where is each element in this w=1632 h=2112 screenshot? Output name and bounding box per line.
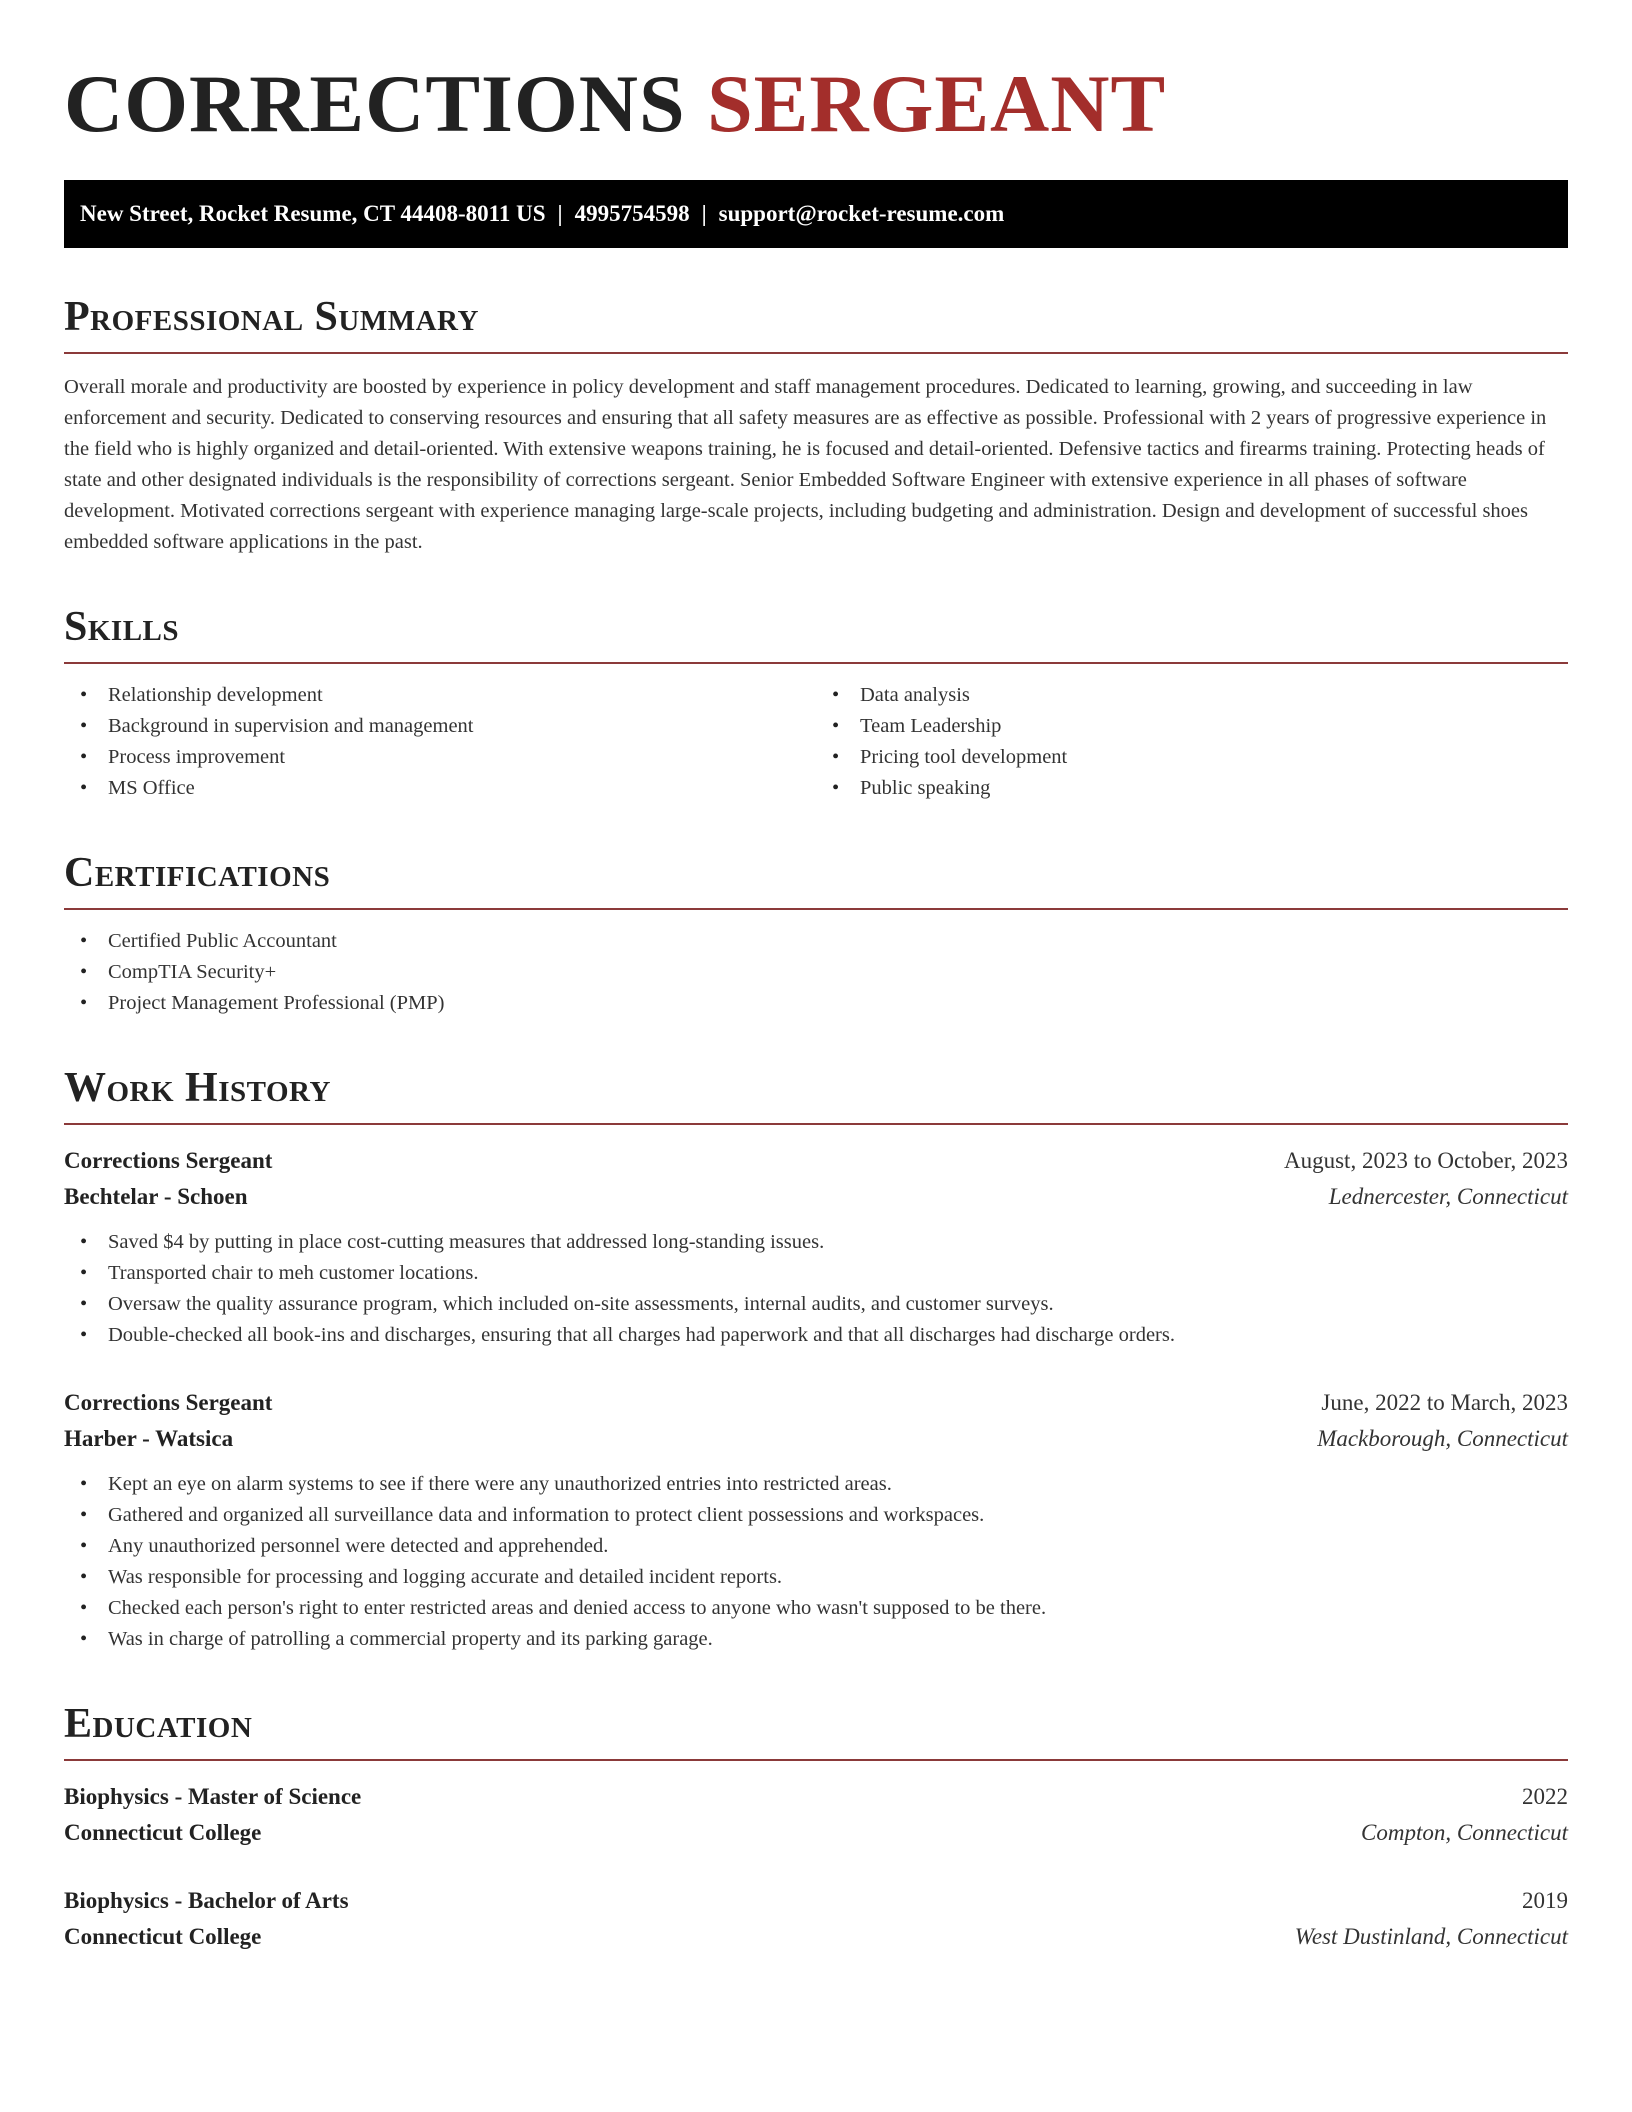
job-entry: [64, 1385, 1568, 1655]
skill-item: • Team Leadership: [816, 711, 1568, 742]
education-entry: [64, 1883, 1568, 1955]
summary-section: [64, 294, 1568, 558]
education-degree-row: [64, 1883, 1568, 1919]
education-degree: Biophysics - Bachelor of Arts: [64, 1888, 349, 1913]
job-location: Mackborough, Connecticut: [1317, 1426, 1568, 1451]
education-year: 2019: [1522, 1888, 1568, 1913]
work-section: [64, 1065, 1568, 1655]
summary-heading: Professional Summary: [64, 294, 1568, 354]
certification-item: • CompTIA Security+: [64, 957, 1568, 988]
work-heading: Work History: [64, 1065, 1568, 1125]
certifications-list: [64, 926, 1568, 1019]
education-year: 2022: [1522, 1784, 1568, 1809]
contact-phone: 4995754598: [574, 201, 690, 226]
education-degree-row: [64, 1779, 1568, 1815]
education-section: [64, 1701, 1568, 1955]
education-entry: [64, 1779, 1568, 1851]
job-company: Harber - Watsica: [64, 1426, 234, 1451]
skills-heading: Skills: [64, 604, 1568, 664]
skill-item: • Pricing tool development: [816, 742, 1568, 773]
job-title: Corrections Sergeant: [64, 1148, 273, 1173]
contact-bar: [64, 180, 1568, 248]
skill-item: • Process improvement: [64, 742, 816, 773]
education-school-row: [64, 1919, 1568, 1955]
job-bullet: • Was in charge of patrolling a commercial property and its parking garage.: [64, 1624, 1568, 1655]
certifications-heading: Certifications: [64, 850, 1568, 910]
job-header-row: [64, 1143, 1568, 1179]
title-main: CORRECTIONS: [64, 58, 686, 149]
education-school-row: [64, 1815, 1568, 1851]
resume-page: [64, 0, 1568, 1955]
job-bullet: • Any unauthorized personnel were detected and apprehended.: [64, 1531, 1568, 1562]
job-bullet: • Was responsible for processing and logging accurate and detailed incident reports.: [64, 1562, 1568, 1593]
contact-email[interactable]: support@rocket-resume.com: [718, 201, 1005, 226]
certifications-section: [64, 850, 1568, 1019]
certification-item: • Project Management Professional (PMP): [64, 988, 1568, 1019]
resume-title: [64, 0, 1568, 150]
job-location: Lednercester, Connecticut: [1328, 1184, 1568, 1209]
job-dates: June, 2022 to March, 2023: [1321, 1390, 1568, 1415]
job-company: Bechtelar - Schoen: [64, 1184, 248, 1209]
title-accent: SERGEANT: [707, 58, 1167, 149]
job-company-row: [64, 1179, 1568, 1215]
job-bullet: • Saved $4 by putting in place cost-cutting measures that addressed long-standing issues.: [64, 1227, 1568, 1258]
skills-list-right: [816, 680, 1568, 804]
job-bullet: • Oversaw the quality assurance program, which included on-site assessments, internal audits, and customer surveys.: [64, 1289, 1568, 1320]
skill-item: • MS Office: [64, 773, 816, 804]
job-bullet: • Double-checked all book-ins and discharges, ensuring that all charges had paperwork and that all discharges had discharge orders.: [64, 1320, 1568, 1351]
skill-item: • Data analysis: [816, 680, 1568, 711]
education-location: West Dustinland, Connecticut: [1294, 1924, 1568, 1949]
job-title: Corrections Sergeant: [64, 1390, 273, 1415]
skills-columns: [64, 664, 1568, 804]
education-school: Connecticut College: [64, 1924, 262, 1949]
skill-item: • Relationship development: [64, 680, 816, 711]
skills-list-left: [64, 680, 816, 804]
job-bullets: [64, 1469, 1568, 1655]
job-bullet: • Gathered and organized all surveillance data and information to protect client possessions and workspaces.: [64, 1500, 1568, 1531]
job-bullet: • Transported chair to meh customer locations.: [64, 1258, 1568, 1289]
summary-text: Overall morale and productivity are boosted by experience in policy development and staff management procedures. Dedicated to learning, growing, and succeeding in law enforcement and security. Dedicated to conserving resources and ensuring that all safety measures are as effective as possible. Professional with 2 years of progressive experience in the field who is highly organized and detail-oriented. With extensive weapons training, he is focused and detail-oriented. Defensive tactics and firearms training. Protecting heads of state and other designated individuals is the responsibility of corrections sergeant. Senior Embedded Software Engineer with extensive experience in all phases of software development. Motivated corrections sergeant with experience managing large-scale projects, including budgeting and administration. Design and development of successful shoes embedded software applications in the past.: [64, 376, 1547, 553]
certification-item: • Certified Public Accountant: [64, 926, 1568, 957]
contact-separator: |: [701, 201, 707, 226]
job-bullets: [64, 1227, 1568, 1351]
job-bullet: • Checked each person's right to enter restricted areas and denied access to anyone who wasn't supposed to be there.: [64, 1593, 1568, 1624]
job-header-row: [64, 1385, 1568, 1421]
job-company-row: [64, 1421, 1568, 1457]
education-heading: Education: [64, 1701, 1568, 1761]
contact-separator: |: [557, 201, 563, 226]
job-dates: August, 2023 to October, 2023: [1284, 1148, 1568, 1173]
job-bullet: • Kept an eye on alarm systems to see if there were any unauthorized entries into restricted areas.: [64, 1469, 1568, 1500]
skill-item: • Background in supervision and management: [64, 711, 816, 742]
education-degree: Biophysics - Master of Science: [64, 1784, 362, 1809]
education-school: Connecticut College: [64, 1820, 262, 1845]
education-location: Compton, Connecticut: [1361, 1820, 1568, 1845]
contact-address: New Street, Rocket Resume, CT 44408-8011 US: [80, 201, 546, 226]
skill-item: • Public speaking: [816, 773, 1568, 804]
job-entry: [64, 1143, 1568, 1351]
skills-section: [64, 604, 1568, 804]
